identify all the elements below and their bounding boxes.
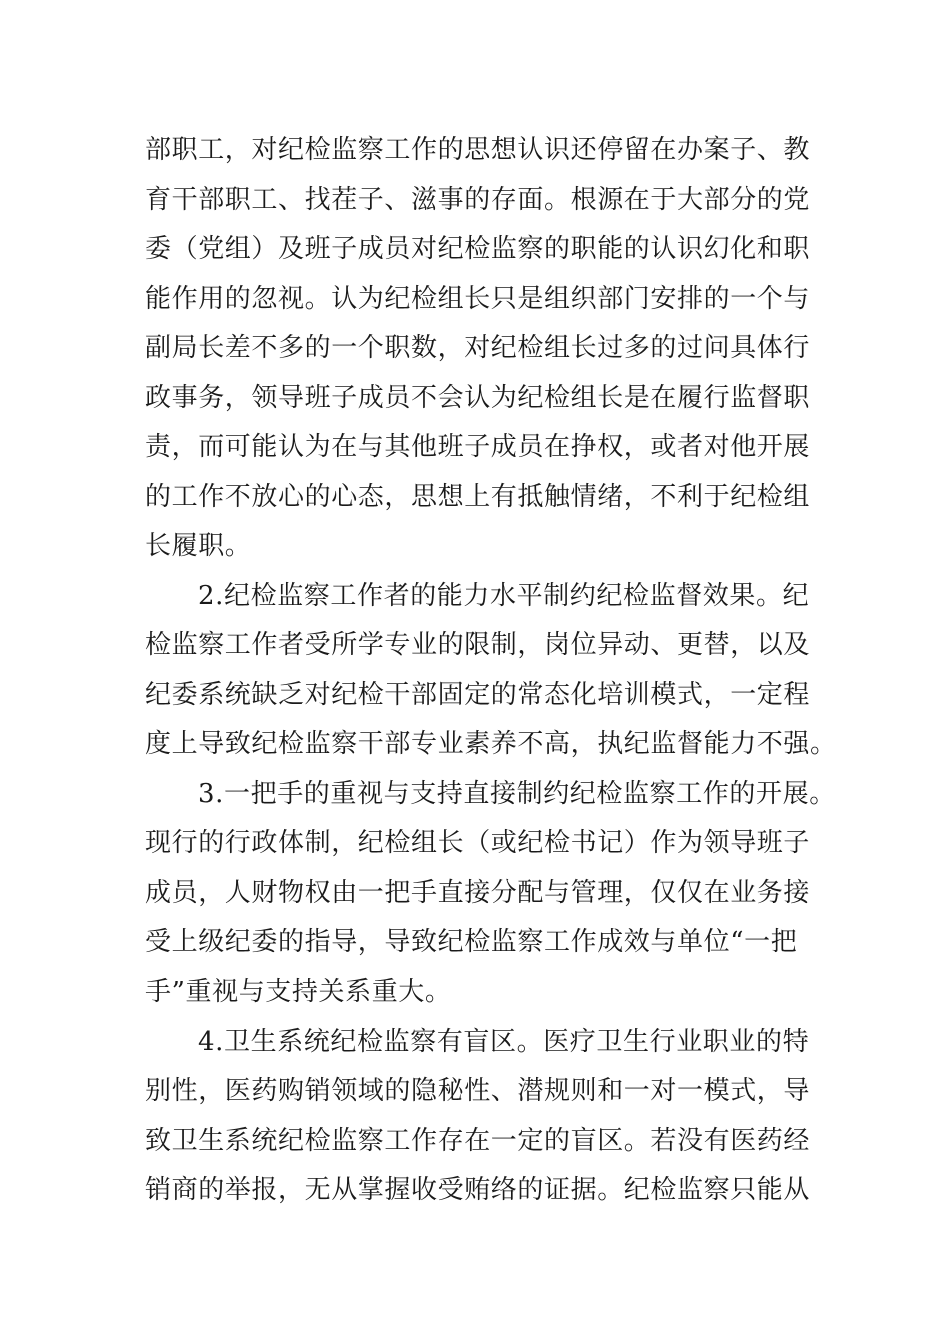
paragraph-4-first-line: 4.卫生系统纪检监察有盲区。医疗卫生行业职业的特 [198,1027,810,1057]
text-line: 纪委系统缺乏对纪检干部固定的常态化培训模式，一定程 [145,680,811,710]
text-line: 长履职。 [145,531,252,561]
text-line: 责，而可能认为在与其他班子成员在挣权，或者对他开展 [145,432,811,462]
text-line: 受上级纪委的指导，导致纪检监察工作成效与单位“一把 [145,927,798,957]
text-line: 销商的举报，无从掌握收受贿络的证据。纪检监察只能从 [145,1175,811,1205]
text-line: 能作用的忽视。认为纪检组长只是组织部门安排的一个与 [145,284,811,314]
paragraph-3-first-line: 3.一把手的重视与支持直接制约纪检监察工作的开展。 [198,779,836,809]
text-line: 成员，人财物权由一把手直接分配与管理，仅仅在业务接 [145,878,811,908]
text-line: 检监察工作者受所学专业的限制，岗位异动、更替，以及 [145,630,811,660]
text-line: 育干部职工、找茬子、滋事的存面。根源在于大部分的党 [145,185,811,215]
text-line: 的工作不放心的心态，思想上有抵触情绪，不利于纪检组 [145,482,811,512]
text-line: 现行的行政体制，纪检组长（或纪检书记）作为领导班子 [145,828,811,858]
text-line: 政事务，领导班子成员不会认为纪检组长是在履行监督职 [145,383,811,413]
text-line: 度上导致纪检监察干部专业素养不高，执纪监督能力不强。 [145,729,837,759]
text-line: 副局长差不多的一个职数，对纪检组长过多的过问具体行 [145,333,811,363]
text-line: 委（党组）及班子成员对纪检监察的职能的认识幻化和职 [145,234,811,264]
text-line: 部职工，对纪检监察工作的思想认识还停留在办案子、教 [145,135,811,165]
paragraph-2-first-line: 2.纪检监察工作者的能力水平制约纪检监督效果。纪 [198,581,810,611]
text-line: 别性，医药购销领域的隐秘性、潜规则和一对一模式，导 [145,1076,811,1106]
text-line: 致卫生系统纪检监察工作存在一定的盲区。若没有医药经 [145,1126,811,1156]
text-line: 手”重视与支持关系重大。 [145,977,452,1007]
